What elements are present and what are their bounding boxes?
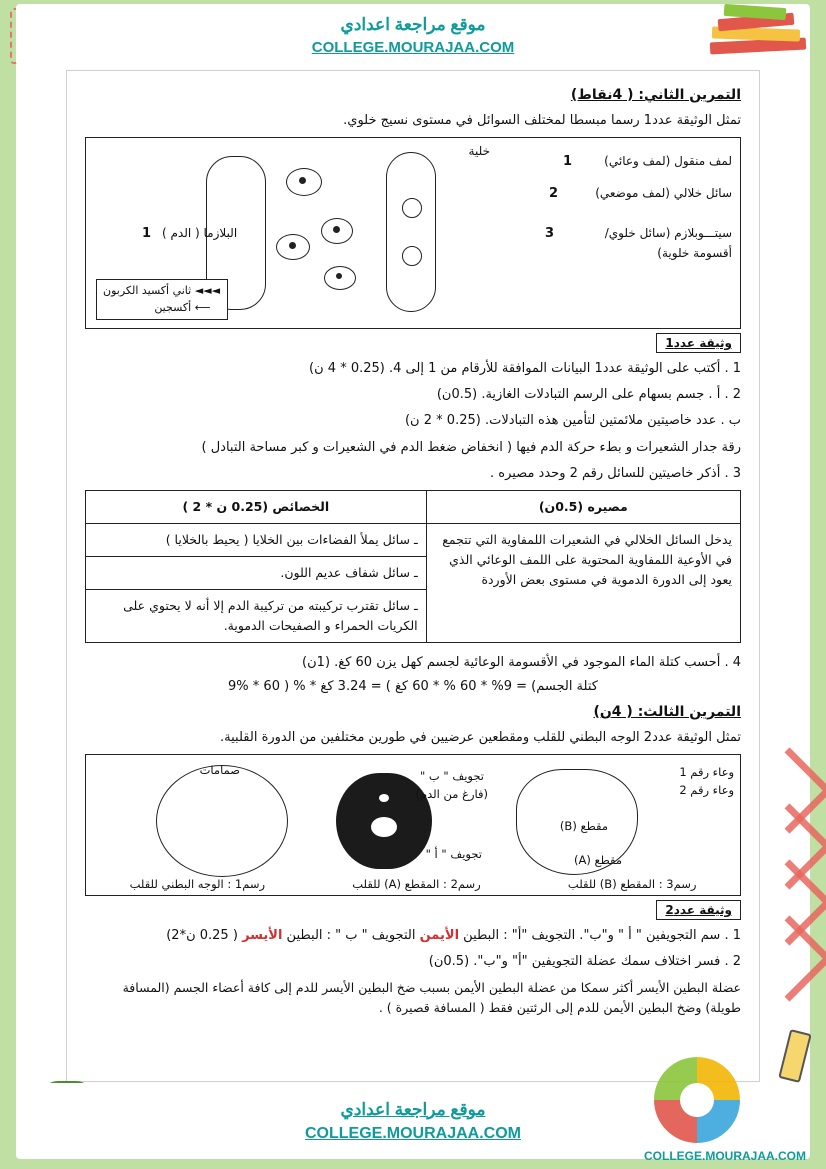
figure1-label-2: سائل خلالي (لمف موضعي) <box>595 186 732 201</box>
footer-watermark: COLLEGE.MOURAJAA.COM <box>644 1149 806 1163</box>
header-title: موقع مراجعة اعدادي <box>340 14 486 34</box>
footer-url[interactable]: COLLEGE.MOURAJAA.COM <box>305 1124 521 1142</box>
exercise2-q1: 1 . أكتب على الوثيقة عدد1 البيانات الموافقة للأرقام من 1 إلى 4. (0.25 * 4 ن) <box>309 361 741 377</box>
table-header-props: الخصائص (0.25 ن * 2 ) <box>86 490 427 523</box>
figure2-caption-2: رسم2 : المقطع (A) للقلب <box>352 877 481 892</box>
figure2-caption-3: رسم3 : المقطع (B) للقلب <box>567 877 697 892</box>
exercise2-calculation: 9% * 60 ) % * كتلة الجسم) = 9% * 60 % * 60 كغ ) = 3.24 كغ <box>228 678 598 694</box>
heart-section-b-shape <box>156 765 288 877</box>
table-cell-prop-2: ـ سائل شفاف عديم اللون. <box>86 556 427 589</box>
legend-o2: أكسجين <box>154 300 192 314</box>
fate-line-1: يدخل السائل الخلالي في الشعيرات اللمفاوية التي تتجمع <box>442 531 732 547</box>
school-supplies-icon <box>654 1057 740 1143</box>
exercise3-q1-marks: ( 0.25 ن*2) <box>166 928 238 944</box>
table-cell-prop-3: ـ سائل تقترب تركيبته من تركيبة الدم إلا أنه لا يحتوي على الكريات الحمراء و الصفيحات الدموية. <box>86 589 427 642</box>
cell-shape <box>402 198 422 218</box>
figure2-label-vessel2: وعاء رقم 2 <box>679 783 734 798</box>
fate-line-3: يعود إلى الدورة الدموية في مستوى بعض الأوردة <box>481 571 732 587</box>
properties-table <box>85 490 741 643</box>
exercise2-q2b-answer: رقة جدار الشعيرات و بطء حركة الدم فيها ( انخفاض ضغط الدم في الشعيرات و كبر مساحة التبادل ) <box>201 439 741 455</box>
figure2-label-valves: صمامات <box>199 763 240 778</box>
table-row <box>86 523 741 556</box>
figure2-caption-1: رسم1 : الوجه البطني للقلب <box>129 877 266 892</box>
footer-title: موقع مراجعة اعدادي <box>340 1099 486 1119</box>
figure2-label-section-a: مقطع (A) <box>573 853 622 868</box>
exercise3-q1-answer1: الأيمن <box>419 928 460 944</box>
exercise2-title: التمرين الثاني: ( 4نقاط) <box>570 87 741 103</box>
figure1-label-cell: خلية <box>468 144 490 159</box>
legend-co2: ثاني أكسيد الكربون <box>103 284 192 298</box>
fate-line-2: في الأوعية اللمفاوية المحتوية على اللمف الوعائي الذي <box>449 551 732 567</box>
exercise3-q1-text1: 1 . سم التجويفين " أ " و"ب". التجويف "أ" : البطين <box>463 928 741 944</box>
figure2-captions <box>86 877 740 891</box>
figure1-label-3: سيتـــوبلازم (سائل خلوي/ <box>604 226 732 241</box>
table-header-row <box>86 490 741 523</box>
figure1-label-1: لمف منقول (لمف وعائي) <box>604 154 732 169</box>
figure-1-cell-fluids <box>85 137 741 329</box>
worksheet-page <box>66 70 760 1082</box>
site-header <box>16 4 810 66</box>
table-cell-fate <box>426 523 740 642</box>
figure1-label-3b: أقسومة خلوية) <box>657 246 732 261</box>
figure2-label-cavity-b: تجويف " ب " <box>419 769 484 784</box>
cell-shape <box>402 246 422 266</box>
exercise2-q2b: ب . عدد خاصيتين ملائمتين لتأمين هذه التبادلات. (0.25 * 2 ن) <box>404 413 741 429</box>
figure1-label-plasma: البلازما ( الدم ) <box>162 226 238 241</box>
figure1-num-1: 1 <box>562 154 572 170</box>
figure-2-heart <box>85 754 741 896</box>
figure1-caption: وثيقة عدد1 <box>656 333 741 353</box>
figure2-caption-box: وثيقة عدد2 <box>656 900 741 920</box>
decorative-chevrons <box>756 760 820 1020</box>
figure2-label-section-b: مقطع (B) <box>559 819 608 834</box>
exercise3-q1-text2: التجويف " ب " : البطين <box>286 928 416 944</box>
figure2-label-cavity-b-note: (فارغ من الدم) <box>415 787 488 802</box>
header-url[interactable]: COLLEGE.MOURAJAA.COM <box>311 38 515 56</box>
exercise3-q2: 2 . فسر اختلاف سمك عضلة التجويفين "أ" و"ب". (0.5ن) <box>428 954 741 970</box>
books-icon <box>702 4 812 72</box>
vessel-shape <box>386 152 436 312</box>
table-header-fate: مصيره (0.5ن) <box>426 490 740 523</box>
exercise3-intro: تمثل الوثيقة عدد2 الوجه البطني للقلب ومقطعين عرضيين في طورين مختلفين من الدورة القلبية. <box>220 729 741 745</box>
figure2-label-cavity-a: تجويف " أ " <box>425 847 482 862</box>
exercise3-answer: عضلة البطين الأيسر أكثر سمكا من عضلة البطين الأيمن بسبب ضخ البطين الأيسر للدم إلى كافة أعضاء الجسم (المسافة طويلة) وضخ البطين الأيمن للدم إلى الرئتين فقط ( المسافة قصيرة ) . <box>122 980 741 1015</box>
exercise3-q1-answer2: الأيسر <box>242 928 283 944</box>
exercise2-intro: تمثل الوثيقة عدد1 رسما مبسطا لمختلف السوائل في مستوى نسيج خلوي. <box>343 113 741 128</box>
figure1-legend: ◄◄◄ ثاني أكسيد الكربون ⟵ أكسجين <box>96 279 228 320</box>
exercise2-q4: 4 . أحسب كتلة الماء الموجود في الأقسومة الوعائية لجسم كهل يزن 60 كغ. (1ن) <box>302 654 741 670</box>
exercise2-q3: 3 . أذكر خاصيتين للسائل رقم 2 وحدد مصيره . <box>490 465 741 481</box>
exercise2-q2a: 2 . أ . جسم بسهام على الرسم التبادلات الغازية. (0.5ن) <box>436 387 741 403</box>
figure1-num-3: 3 <box>544 226 554 242</box>
table-cell-prop-1: ـ سائل يملأ الفضاءات بين الخلايا ( يحيط بالخلايا ) <box>86 523 427 556</box>
exercise3-q1 <box>85 926 741 946</box>
exercise3-title: التمرين الثالث: ( 4ن) <box>593 703 741 720</box>
figure1-num-2: 2 <box>548 186 558 202</box>
figure2-label-vessel1: وعاء رقم 1 <box>679 765 734 780</box>
figure1-num-plasma: 1 <box>142 226 152 242</box>
